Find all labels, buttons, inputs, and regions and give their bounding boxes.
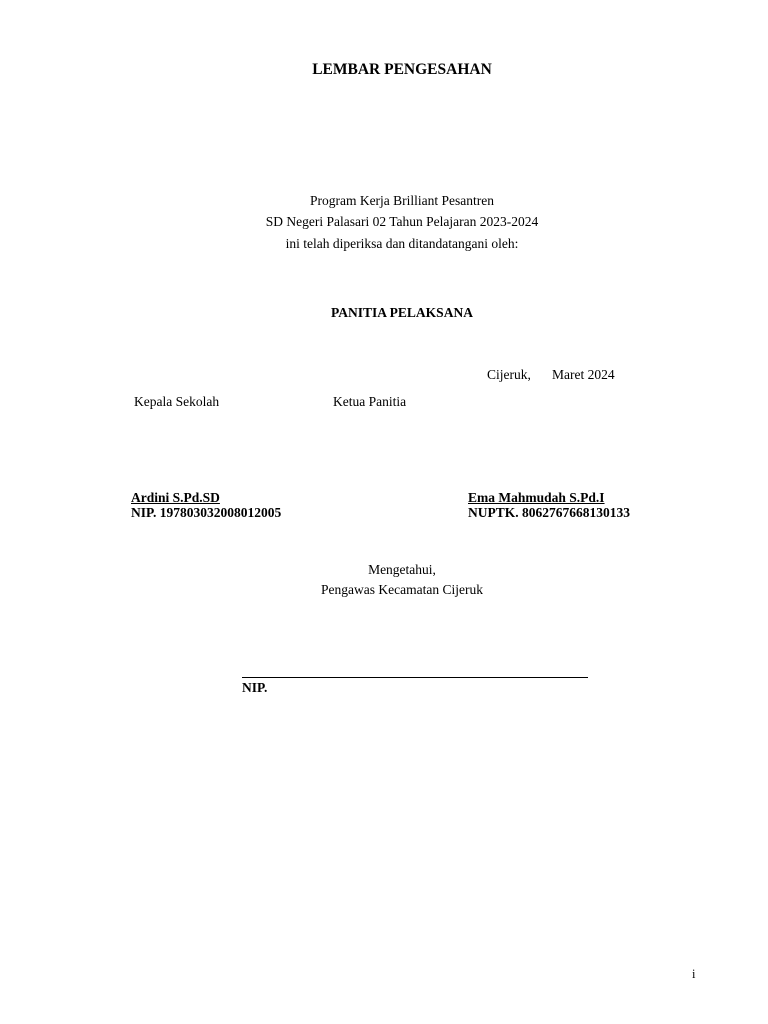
right-signatory-id: NUPTK. 8062767668130133 xyxy=(468,505,630,520)
middle-role-label: Ketua Panitia xyxy=(333,394,407,409)
acknowledgement-label: Mengetahui, xyxy=(368,562,436,577)
intro-line-statement: ini telah diperiksa dan ditandatangani oleh: xyxy=(285,236,519,251)
intro-line-school: SD Negeri Palasari 02 Tahun Pelajaran 2023-2024 xyxy=(265,214,539,229)
left-signatory-name: Ardini S.Pd.SD xyxy=(131,490,220,505)
supervisor-id-label: NIP. xyxy=(242,680,268,695)
right-signatory-name: Ema Mahmudah S.Pd.I xyxy=(468,490,605,505)
page-title: LEMBAR PENGESAHAN xyxy=(312,61,492,78)
left-role-label: Kepala Sekolah xyxy=(134,394,220,409)
intro-line-program: Program Kerja Brilliant Pesantren xyxy=(309,193,495,208)
left-signatory-id: NIP. 197803032008012005 xyxy=(131,505,282,520)
signing-place: Cijeruk, xyxy=(487,367,531,382)
committee-heading: PANITIA PELAKSANA xyxy=(331,305,473,320)
supervisor-role: Pengawas Kecamatan Cijeruk xyxy=(321,582,483,597)
signature-line xyxy=(242,677,588,678)
page-number: i xyxy=(692,967,696,981)
signing-date: Maret 2024 xyxy=(552,367,615,382)
